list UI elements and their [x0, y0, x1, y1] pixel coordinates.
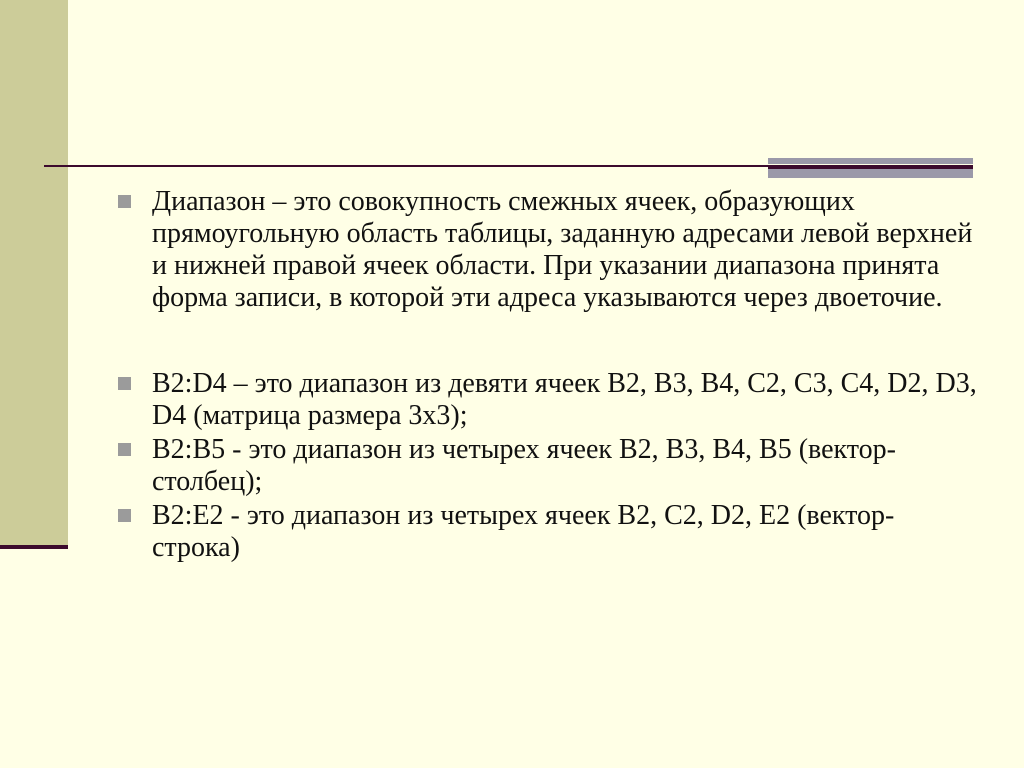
- bullet-example-row-vector: [118, 500, 978, 564]
- square-bullet-icon: [118, 377, 131, 390]
- bullet-text: B2:B5 - это диапазон из четырех ячеек B2, B3, B4, B5 (вектор- столбец);: [152, 434, 896, 497]
- bullet-example-matrix: [118, 368, 978, 432]
- bullet-text: Диапазон – это совокупность смежных ячеек, образующих прямоугольную область таблицы, заданную адресами левой верхней и нижней правой ячеек области. При указании диапазона принята форма записи, в которой эти адреса указываются через двоеточие.: [152, 186, 973, 313]
- bullet-example-column-vector: [118, 434, 978, 498]
- accent-stripe-bar: [768, 158, 973, 180]
- left-bar-underline: [0, 545, 68, 549]
- left-decorative-bar: [0, 0, 68, 545]
- accent-stripe-top: [768, 158, 973, 164]
- square-bullet-icon: [118, 509, 131, 522]
- square-bullet-icon: [118, 195, 131, 208]
- bullet-range-definition: [118, 186, 978, 314]
- slide-content: [118, 186, 978, 564]
- bullet-text: B2:D4 – это диапазон из девяти ячеек B2, B3, B4, C2, C3, C4, D2, D3, D4 (матрица размера 3х3);: [152, 368, 977, 431]
- square-bullet-icon: [118, 443, 131, 456]
- bullet-text: B2:E2 - это диапазон из четырех ячеек B2, C2, D2, E2 (вектор-строка): [152, 500, 895, 563]
- accent-stripe-bottom: [768, 169, 973, 178]
